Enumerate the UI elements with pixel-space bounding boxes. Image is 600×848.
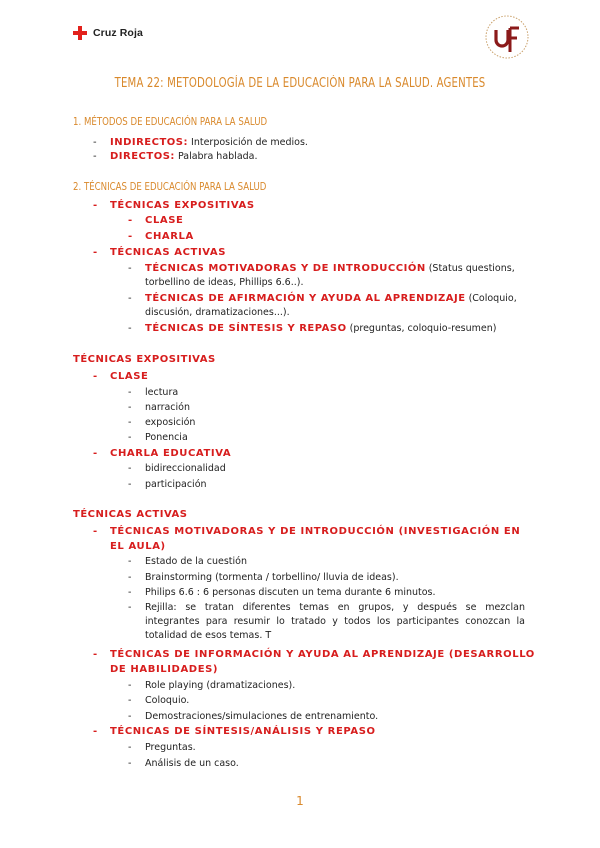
subheading: TÉCNICAS EXPOSITIVAS — [110, 200, 255, 211]
item-text: Interposición de medios. — [188, 137, 308, 148]
bullet-dash: - — [93, 526, 98, 537]
list-item: narración — [145, 402, 191, 413]
list-item: Demostraciones/simulaciones de entrenamiento. — [145, 711, 379, 722]
subitem: CLASE — [145, 215, 184, 226]
block-heading: TÉCNICAS ACTIVAS — [73, 509, 188, 520]
bullet-dash: - — [93, 137, 97, 148]
item-label: INDIRECTOS: — [110, 137, 189, 148]
list-item-cont: discusión, dramatizaciones...). — [145, 307, 290, 318]
section-1-heading: 1. MÉTODOS DE EDUCACIÓN PARA LA SALUD — [73, 116, 268, 128]
list-item — [110, 136, 308, 150]
bullet-dash: - — [93, 726, 98, 737]
subheading: TÉCNICAS MOTIVADORAS Y DE INTRODUCCIÓN (INVESTIGACIÓN EN — [110, 526, 521, 537]
list-item: TÉCNICAS DE SÍNTESIS Y REPASO (preguntas, coloquio-resumen) — [145, 323, 497, 334]
bullet-dash: - — [128, 323, 132, 334]
document-title: TEMA 22: METODOLOGÍA DE LA EDUCACIÓN PARA LA SALUD. AGENTES — [114, 76, 486, 91]
list-item — [110, 150, 258, 164]
item-text: Palabra hablada. — [174, 151, 258, 162]
subheading: CLASE — [110, 371, 149, 382]
subheading: TÉCNICAS ACTIVAS — [110, 247, 227, 258]
list-item: bidireccionalidad — [145, 463, 226, 474]
red-cross-icon — [73, 26, 87, 40]
subheading: TÉCNICAS DE SÍNTESIS/ANÁLISIS Y REPASO — [110, 726, 376, 737]
subheading-cont: EL AULA) — [110, 541, 166, 552]
list-item: Análisis de un caso. — [145, 758, 239, 769]
list-item: - — [93, 151, 97, 162]
list-item: Ponencia — [145, 432, 188, 443]
list-item: Coloquio. — [145, 695, 190, 706]
university-crest-icon — [484, 14, 530, 60]
page-number: 1 — [296, 794, 304, 808]
section-2-heading: 2. TÉCNICAS DE EDUCACIÓN PARA LA SALUD — [73, 181, 267, 193]
list-item: Brainstorming (tormenta / torbellino/ lluvia de ideas). — [145, 572, 399, 583]
bullet-dash: - — [93, 247, 98, 258]
subheading: TÉCNICAS DE INFORMACIÓN Y AYUDA AL APRENDIZAJE (DESARROLLO — [110, 649, 535, 660]
bullet-dash: - — [93, 200, 98, 211]
bullet-dash: - — [93, 371, 98, 382]
list-item: exposición — [145, 417, 196, 428]
document-page: Cruz Roja TEMA 22: METODOLOGÍA DE LA EDUCACIÓN PARA LA SALUD. AGENTES 1. MÉTODOS DE EDUCACIÓN PARA LA SALUD - INDIRECTOS: Interposición de medios. - DIRECTOS: Palabra hablada. 2. TÉCNICAS DE EDUCACIÓN PARA LA SALUD - TÉCNICAS EXPOSITIVAS - CLASE - CHARLA - TÉCNICAS ACTIVAS - TÉCNICAS MOTIVADORAS Y DE INTRODUCCIÓN (Status questions, torbellino de ideas, Phillips 6.6..). - TÉCNICAS DE AFIRMACIÓN Y AYUDA AL APRENDIZAJE (Coloquio, discusión, dramatizaciones...). - TÉCNICAS DE SÍNTESIS Y REPASO (preguntas, coloquio-resumen) TÉCNICAS EXPOSITIVAS - CLASE - lectura - narración - exposición - Ponencia - CHARLA EDUCATIVA - bidireccionalidad - participación TÉCNICAS ACTIVAS - TÉCNICAS MOTIVADORAS Y DE INTRODUCCIÓN (INVESTIGACIÓN EN EL AULA) - Estado de la cuestión - Brainstorming (tormenta / torbellino/ lluvia de ideas). - Philips 6.6 : 6 personas discuten un tema durante 6 minutos. - Rejilla: se tratan diferentes temas en grupos, y después se mezclan integrantes para resumir lo tratado y todos los participantes conozcan la totalidad de esos temas. T - TÉCNICAS DE INFORMACIÓN Y AYUDA AL APRENDIZAJE (DESARROLLO DE HABILIDADES) - Role playing (dramatizaciones). - Coloquio. - Demostraciones/simulaciones de entrenamiento. - TÉCNICAS DE SÍNTESIS/ANÁLISIS Y REPASO - Preguntas. - Análisis de un caso. 1 — [0, 0, 600, 848]
list-item — [93, 136, 97, 150]
block-heading: TÉCNICAS EXPOSITIVAS — [73, 354, 216, 365]
subitem: CHARLA — [145, 231, 194, 242]
list-item: TÉCNICAS MOTIVADORAS Y DE INTRODUCCIÓN (Status questions, — [145, 263, 515, 274]
list-item: Role playing (dramatizaciones). — [145, 680, 296, 691]
bullet-dash: - — [128, 215, 133, 226]
cruz-roja-logo — [73, 26, 143, 40]
list-item: participación — [145, 479, 207, 490]
subheading: CHARLA EDUCATIVA — [110, 448, 232, 459]
list-item: Rejilla: se tratan diferentes temas en grupos, y después se mezclan integrantes para resumir lo tratado y todos los participantes conozcan la totalidad de esos temas. T — [145, 602, 525, 641]
list-item: Estado de la cuestión — [145, 556, 247, 567]
list-item: lectura — [145, 387, 179, 398]
bullet-dash: - — [93, 649, 98, 660]
list-item: Philips 6.6 : 6 personas discuten un tema durante 6 minutos. — [145, 587, 436, 598]
item-label: DIRECTOS: — [110, 151, 175, 162]
list-item: Preguntas. — [145, 742, 196, 753]
bullet-dash: - — [128, 263, 132, 274]
list-item: TÉCNICAS DE AFIRMACIÓN Y AYUDA AL APRENDIZAJE (Coloquio, — [145, 293, 517, 304]
bullet-dash: - — [93, 448, 98, 459]
bullet-dash: - — [128, 293, 132, 304]
bullet-dash: - — [128, 231, 133, 242]
list-item-cont: torbellino de ideas, Phillips 6.6..). — [145, 277, 304, 288]
brand-name: Cruz Roja — [93, 27, 143, 39]
subheading-cont: DE HABILIDADES) — [110, 664, 219, 675]
